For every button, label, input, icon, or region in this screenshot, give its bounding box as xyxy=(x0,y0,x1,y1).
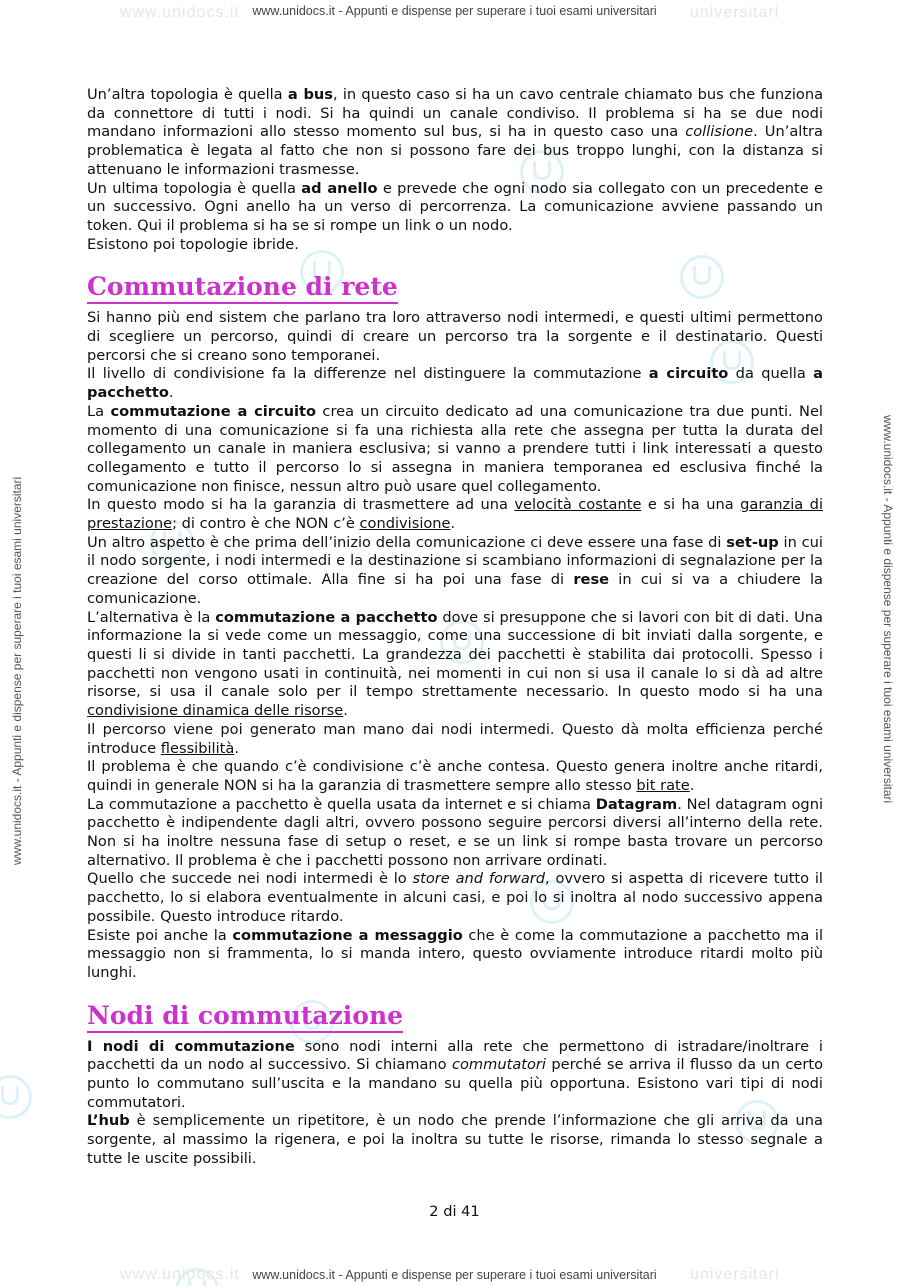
side-watermark-right: www.unidocs.it - Appunti e dispense per superare i tuoi esami universitari xyxy=(881,415,895,804)
paragraph: Il problema è che quando c’è condivisione c’è anche contesa. Questo genera inoltre anche ritardi, quindi in generale NON si ha la garanzia di trasmettere sempre allo stesso bit rate. xyxy=(87,758,823,794)
bold-term: a pacchetto xyxy=(87,365,823,402)
header-link[interactable]: www.unidocs.it - Appunti e dispense per superare i tuoi esami universitari xyxy=(252,4,657,18)
section-heading-wrapper xyxy=(87,1002,823,1033)
side-watermark-left: www.unidocs.it - Appunti e dispense per superare i tuoi esami universitari xyxy=(10,476,24,865)
bold-term: commutazione a pacchetto xyxy=(215,608,438,626)
bold-term: a bus xyxy=(287,86,333,103)
document-body xyxy=(87,86,823,1169)
bold-term: L’hub xyxy=(87,1112,130,1130)
paragraph: Si hanno più end sistem che parlano tra loro attraverso nodi intermedi, e questi ultimi permettono di scegliere un percorso, quindi di creare un percorso tra la sorgente e il destinatario. Questi percorsi che si creano sono temporanei. xyxy=(87,309,823,364)
section-title: Nodi di commutazione xyxy=(87,1002,403,1033)
italic-term: store and forward xyxy=(412,870,546,888)
section-heading-wrapper xyxy=(87,273,823,304)
paragraph: I nodi di commutazione sono nodi interni alla rete che permettono di istradare/inoltrare i pacchetti da un nodo al successivo. Si chiamano commutatori perché se arriva il flusso da un certo punto lo commutano sull’uscita e la mandano su quella più opportuna. Esistono vari tipi di nodi commutatori. xyxy=(87,1037,823,1111)
page-number: 2 di 41 xyxy=(429,1203,480,1220)
section-title: Commutazione di rete xyxy=(87,273,398,304)
bold-term: ad anello xyxy=(301,179,378,197)
bold-term: commutazione a circuito xyxy=(110,402,317,420)
paragraph: Un ultima topologia è quella ad anello e prevede che ogni nodo sia collegato con un precedente e un successivo. Ogni anello ha un verso di percorrenza. La comunicazione avviene passando un token. Qui il problema si ha se si rompe un link o un nodo. xyxy=(87,179,824,234)
paragraph: Il percorso viene poi generato man mano dai nodi intermedi. Questo dà molta efficienza perché introduce flessibilità. xyxy=(87,720,823,757)
underlined-term: flessibilità xyxy=(160,739,235,757)
paragraph: La commutazione a circuito crea un circuito dedicato ad una comunicazione tra due punti. Nel momento di una comunicazione si fa una richiesta alla rete che assegna per tutta la durata del collegamento un canale in maniera esclusiva; si vanno a prendere tutti i link interessati a questo collegamento e tutto il percorso lo si assegna in maniera temporanea ed esclusiva finché la comunicazione non finisce, nessun altro può usare quel collegamento. xyxy=(87,402,823,495)
underlined-term: bit rate xyxy=(636,776,690,794)
underlined-term: condivisione dinamica delle risorse xyxy=(87,702,344,720)
bold-term: commutazione a messaggio xyxy=(232,926,463,944)
paragraph: Un altro aspetto è che prima dell’inizio della comunicazione ci deve essere una fase di set-up in cui il nodo sorgente, i nodi intermedi e la destinazione si scambiano informazioni di segnalazione per la creazione del corso ottimale. Alla fine si ha poi una fase di rese in cui si va a chiudere la comunicazione. xyxy=(87,533,823,607)
paragraph: La commutazione a pacchetto è quella usata da internet e si chiama Datagram. Nel datagram ogni pacchetto è indipendente dagli altri, ovvero possono seguire percorsi diversi all’interno della rete. Non si ha inoltre nessuna fase di setup o reset, e se un link si rompe basta trovare un percorso alternativo. Il problema è che i pacchetti possono non arrivare ordinati. xyxy=(87,795,823,869)
bold-term: set-up xyxy=(726,533,779,551)
paragraph: Esiste poi anche la commutazione a messaggio che è come la commutazione a pacchetto ma il messaggio non si frammenta, lo si manda intero, questo ovviamente introduce ritardi molto più lunghi. xyxy=(87,926,823,981)
bold-term: rese xyxy=(573,571,610,589)
paragraph: In questo modo si ha la garanzia di trasmettere ad una velocità costante e si ha una garanzia di prestazione; di contro è che NON c’è condivisione. xyxy=(87,496,824,533)
bold-term: a circuito xyxy=(648,365,729,383)
underlined-term: condivisione xyxy=(359,515,451,533)
watermark-text-top: www.unidocs.it xyxy=(120,4,240,21)
paragraph: L’hub è semplicemente un ripetitore, è un nodo che prende l’informazione che gli arriva da una sorgente, al massimo la rigenera, e poi la inoltra su tutte le risorse, rimanda lo stesso segnale a tutte le uscite possibili. xyxy=(87,1112,823,1167)
section-body xyxy=(87,309,823,982)
paragraph: Il livello di condivisione fa la differenze nel distinguere la commutazione a circuito da quella a pacchetto. xyxy=(87,365,823,402)
bold-term: I nodi di commutazione xyxy=(87,1037,295,1055)
italic-term: collisione xyxy=(685,123,754,141)
logo-watermark-icon xyxy=(0,1075,32,1119)
intro-block xyxy=(87,86,823,254)
paragraph: Quello che succede nei nodi intermedi è lo store and forward, ovvero si aspetta di ricevere tutto il pacchetto, lo si elabora eventualmente in alcuni casi, e poi lo si inoltra al nodo successivo appena possibile. Questo introduce ritardo. xyxy=(87,870,823,925)
footer-link[interactable]: www.unidocs.it - Appunti e dispense per superare i tuoi esami universitari xyxy=(252,1268,657,1282)
paragraph: L’alternativa è la commutazione a pacchetto dove si presuppone che si lavori con bit di dati. Una informazione la si vede come un messaggio, come una successione di bit inviati dalla sorgente, e questi li si divide in tanti pacchetti. La grandezza dei pacchetti è stabilita dai protocolli. Spesso i pacchetti non vengono usati in continuità, nei momenti in cui non si usa il canale lo si dà ad altre risorse, si usa il canale solo per il tempo strettamente necessario. In questo modo si ha una condivisione dinamica delle risorse. xyxy=(87,608,823,720)
paragraph: Un’altra topologia è quella a bus, in questo caso si ha un cavo centrale chiamato bus che funziona da connettore di tutti i nodi. Si ha quindi un canale condiviso. Il problema si ha se due nodi mandano informazioni allo stesso momento sul bus, si ha in questo caso una collisione. Un’altra problematica è legata al fatto che non si possono fare dei bus troppo lunghi, con la distanza si attenuano le informazioni trasmesse. xyxy=(87,86,824,178)
watermark-text-bottom: www.unidocs.it xyxy=(120,1266,240,1283)
underlined-term: garanzia di prestazione xyxy=(87,496,824,533)
bold-term: Datagram xyxy=(595,795,678,813)
paragraph: Esistono poi topologie ibride. xyxy=(87,235,299,253)
italic-term: commutatori xyxy=(451,1056,546,1074)
underlined-term: velocità costante xyxy=(514,496,642,514)
section-body xyxy=(87,1038,823,1169)
watermark-text-top-right: universitari xyxy=(690,4,780,21)
watermark-text-bottom-right: universitari xyxy=(690,1266,780,1283)
